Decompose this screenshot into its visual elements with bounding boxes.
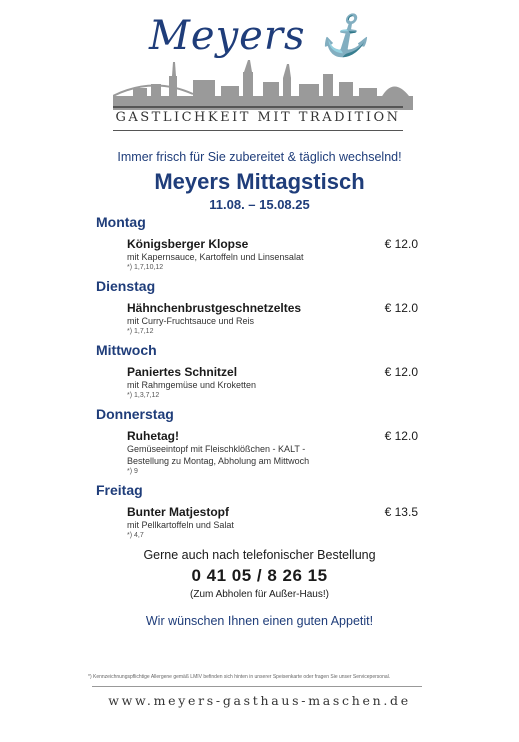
- day-name: Donnerstag: [96, 406, 174, 422]
- hamburg-skyline-icon: [113, 58, 413, 110]
- tagline-bar: [113, 106, 403, 131]
- dish: [127, 429, 426, 476]
- dish-price: € 13.5: [384, 505, 418, 519]
- day-name: Freitag: [96, 482, 143, 498]
- dish-price: € 12.0: [384, 237, 418, 251]
- day-name: Mittwoch: [96, 342, 157, 358]
- page-title: Meyers Mittagstisch: [154, 169, 365, 194]
- website-link[interactable]: www.meyers-gasthaus-maschen.de: [108, 693, 411, 708]
- dish-price: € 12.0: [384, 301, 418, 315]
- day-wednesday: [96, 342, 426, 400]
- divider: [92, 686, 422, 687]
- intro: [0, 150, 519, 212]
- dish-name: Königsberger Klopse: [127, 237, 249, 251]
- day-friday: [96, 482, 426, 540]
- dish-name: Hähnchenbrustgeschnetzeltes: [127, 301, 302, 315]
- weekly-menu: [96, 214, 426, 546]
- dish-price: € 12.0: [384, 365, 418, 379]
- dish-allergens: *) 4,7: [127, 532, 144, 539]
- dish-description: Gemüseeintopf mit Fleischklößchen - KALT -: [127, 444, 306, 454]
- dish-price: € 12.0: [384, 429, 418, 443]
- logo-text: Meyers: [148, 13, 306, 59]
- dish-name: Ruhetag!: [127, 429, 179, 443]
- header: [0, 0, 519, 130]
- day-monday: [96, 214, 426, 272]
- day-name: Montag: [96, 214, 146, 230]
- contact-section: [0, 548, 519, 628]
- dish: [127, 301, 426, 336]
- anchor-icon: ⚓: [319, 13, 371, 59]
- logo: [0, 12, 519, 59]
- dish-description: mit Rahmgemüse und Kroketten: [127, 380, 257, 390]
- day-tuesday: [96, 278, 426, 336]
- day-thursday: [96, 406, 426, 476]
- dish-description-line-2: Bestellung zu Montag, Abholung am Mittwoch: [127, 456, 310, 466]
- dish-description: mit Curry-Fruchtsauce und Reis: [127, 316, 255, 326]
- dish-name: Paniertes Schnitzel: [127, 365, 238, 379]
- allergen-footnote: *) Kennzeichnungspflichtige Allergene gemäß LMIV befinden sich hinten in unserer Speisenkarte oder fragen Sie unser Servicepersonal.: [88, 674, 391, 680]
- dish-allergens: *) 1,7,12: [127, 328, 154, 335]
- dish: [127, 365, 426, 400]
- dish-description: mit Pellkartoffeln und Salat: [127, 520, 234, 530]
- order-note: Gerne auch nach telefonischer Bestellung: [143, 548, 376, 562]
- dish-description: mit Kapernsauce, Kartoffeln und Linsensalat: [127, 252, 304, 262]
- dish-name: Bunter Matjestopf: [127, 505, 229, 519]
- dish-allergens: *) 1,7,10,12: [127, 264, 164, 271]
- closing-wish: Wir wünschen Ihnen einen guten Appetit!: [145, 614, 374, 628]
- dish-allergens: *) 9: [127, 468, 138, 475]
- phone-number: 0 41 05 / 8 26 15: [191, 566, 328, 585]
- pickup-note: (Zum Abholen für Außer-Haus!): [190, 589, 329, 600]
- dish-allergens: *) 1,3,7,12: [127, 392, 160, 399]
- dish: [127, 237, 426, 272]
- day-name: Dienstag: [96, 278, 156, 294]
- dish: [127, 505, 426, 540]
- tagline: GASTLICHKEIT MIT TRADITION: [115, 110, 401, 125]
- date-range: 11.08. – 15.08.25: [209, 197, 310, 212]
- intro-subtitle: Immer frisch für Sie zubereitet & täglich wechselnd!: [117, 150, 402, 164]
